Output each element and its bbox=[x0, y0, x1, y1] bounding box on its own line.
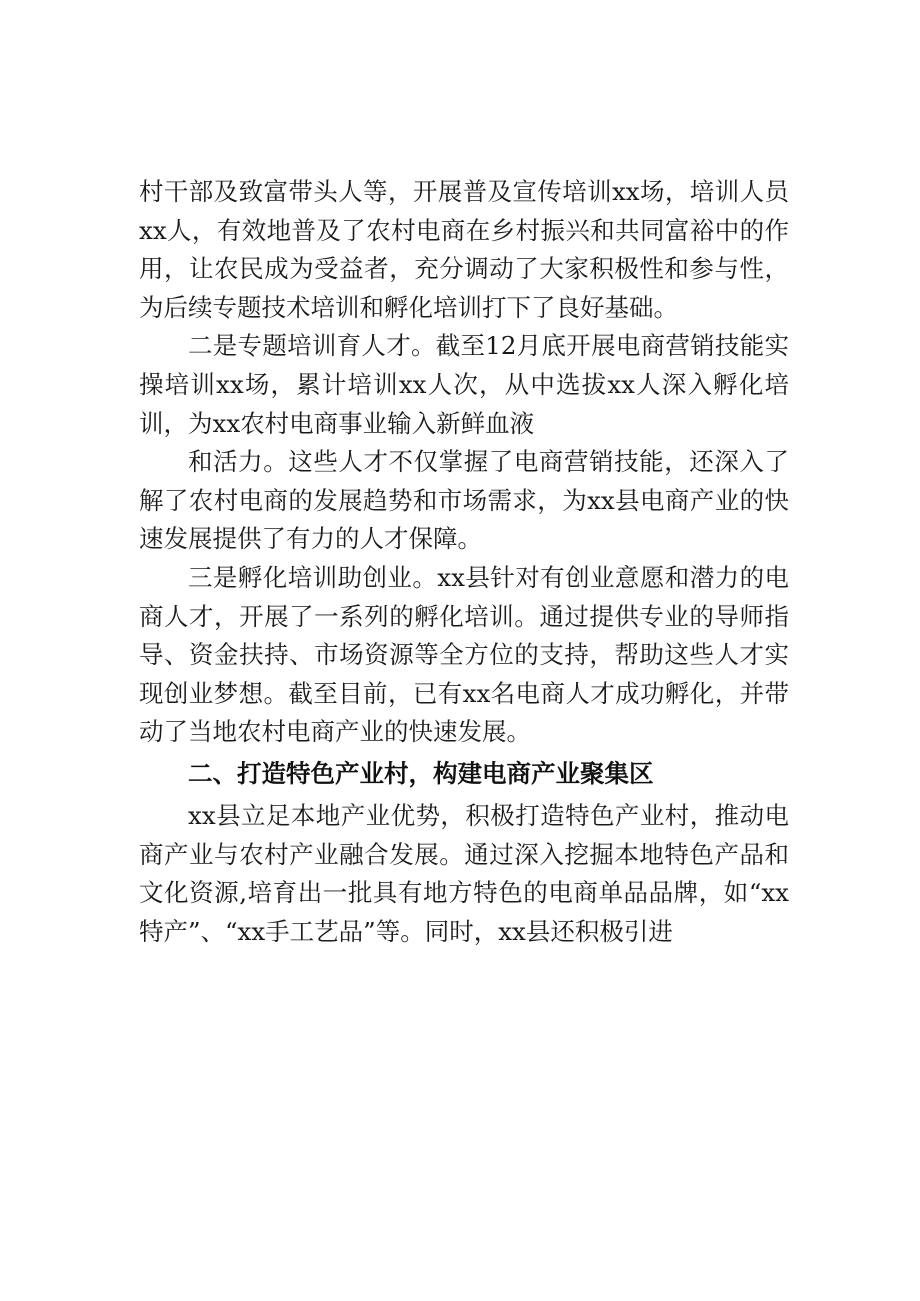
paragraph-5: xx县立足本地产业优势，积极打造特色产业村，推动电商产业与农村产业融合发展。通过深入挖掘本地特色产品和文化资源,培育出一批具有地方特色的电商单品品牌，如“xx特产”、“xx手工艺品”等。同时，xx县还积极引进 bbox=[139, 800, 789, 946]
paragraph-2: 二是专题培训育人才。截至12月底开展电商营销技能实操培训xx场，累计培训xx人次，从中选拔xx人深入孵化培训，为xx农村电商事业输入新鲜血液 bbox=[139, 331, 789, 438]
paragraph-4: 三是孵化培训助创业。xx县针对有创业意愿和潜力的电商人才，开展了一系列的孵化培训。通过提供专业的导师指导、资金扶持、市场资源等全方位的支持，帮助这些人才实现创业梦想。截至目前，已有xx名电商人才成功孵化，并带动了当地农村电商产业的快速发展。 bbox=[139, 562, 789, 747]
paragraph-3: 和活力。这些人才不仅掌握了电商营销技能，还深入了解了农村电商的发展趋势和市场需求，为xx县电商产业的快速发展提供了有力的人才保障。 bbox=[139, 447, 789, 554]
document-body bbox=[139, 173, 789, 951]
paragraph-1: 村干部及致富带头人等，开展普及宣传培训xx场，培训人员xx人，有效地普及了农村电商在乡村振兴和共同富裕中的作用，让农民成为受益者，充分调动了大家积极性和参与性，为后续专题技术培训和孵化培训打下了良好基础。 bbox=[139, 177, 789, 322]
section-heading: 二、打造特色产业村，构建电商产业聚集区 bbox=[188, 758, 654, 788]
